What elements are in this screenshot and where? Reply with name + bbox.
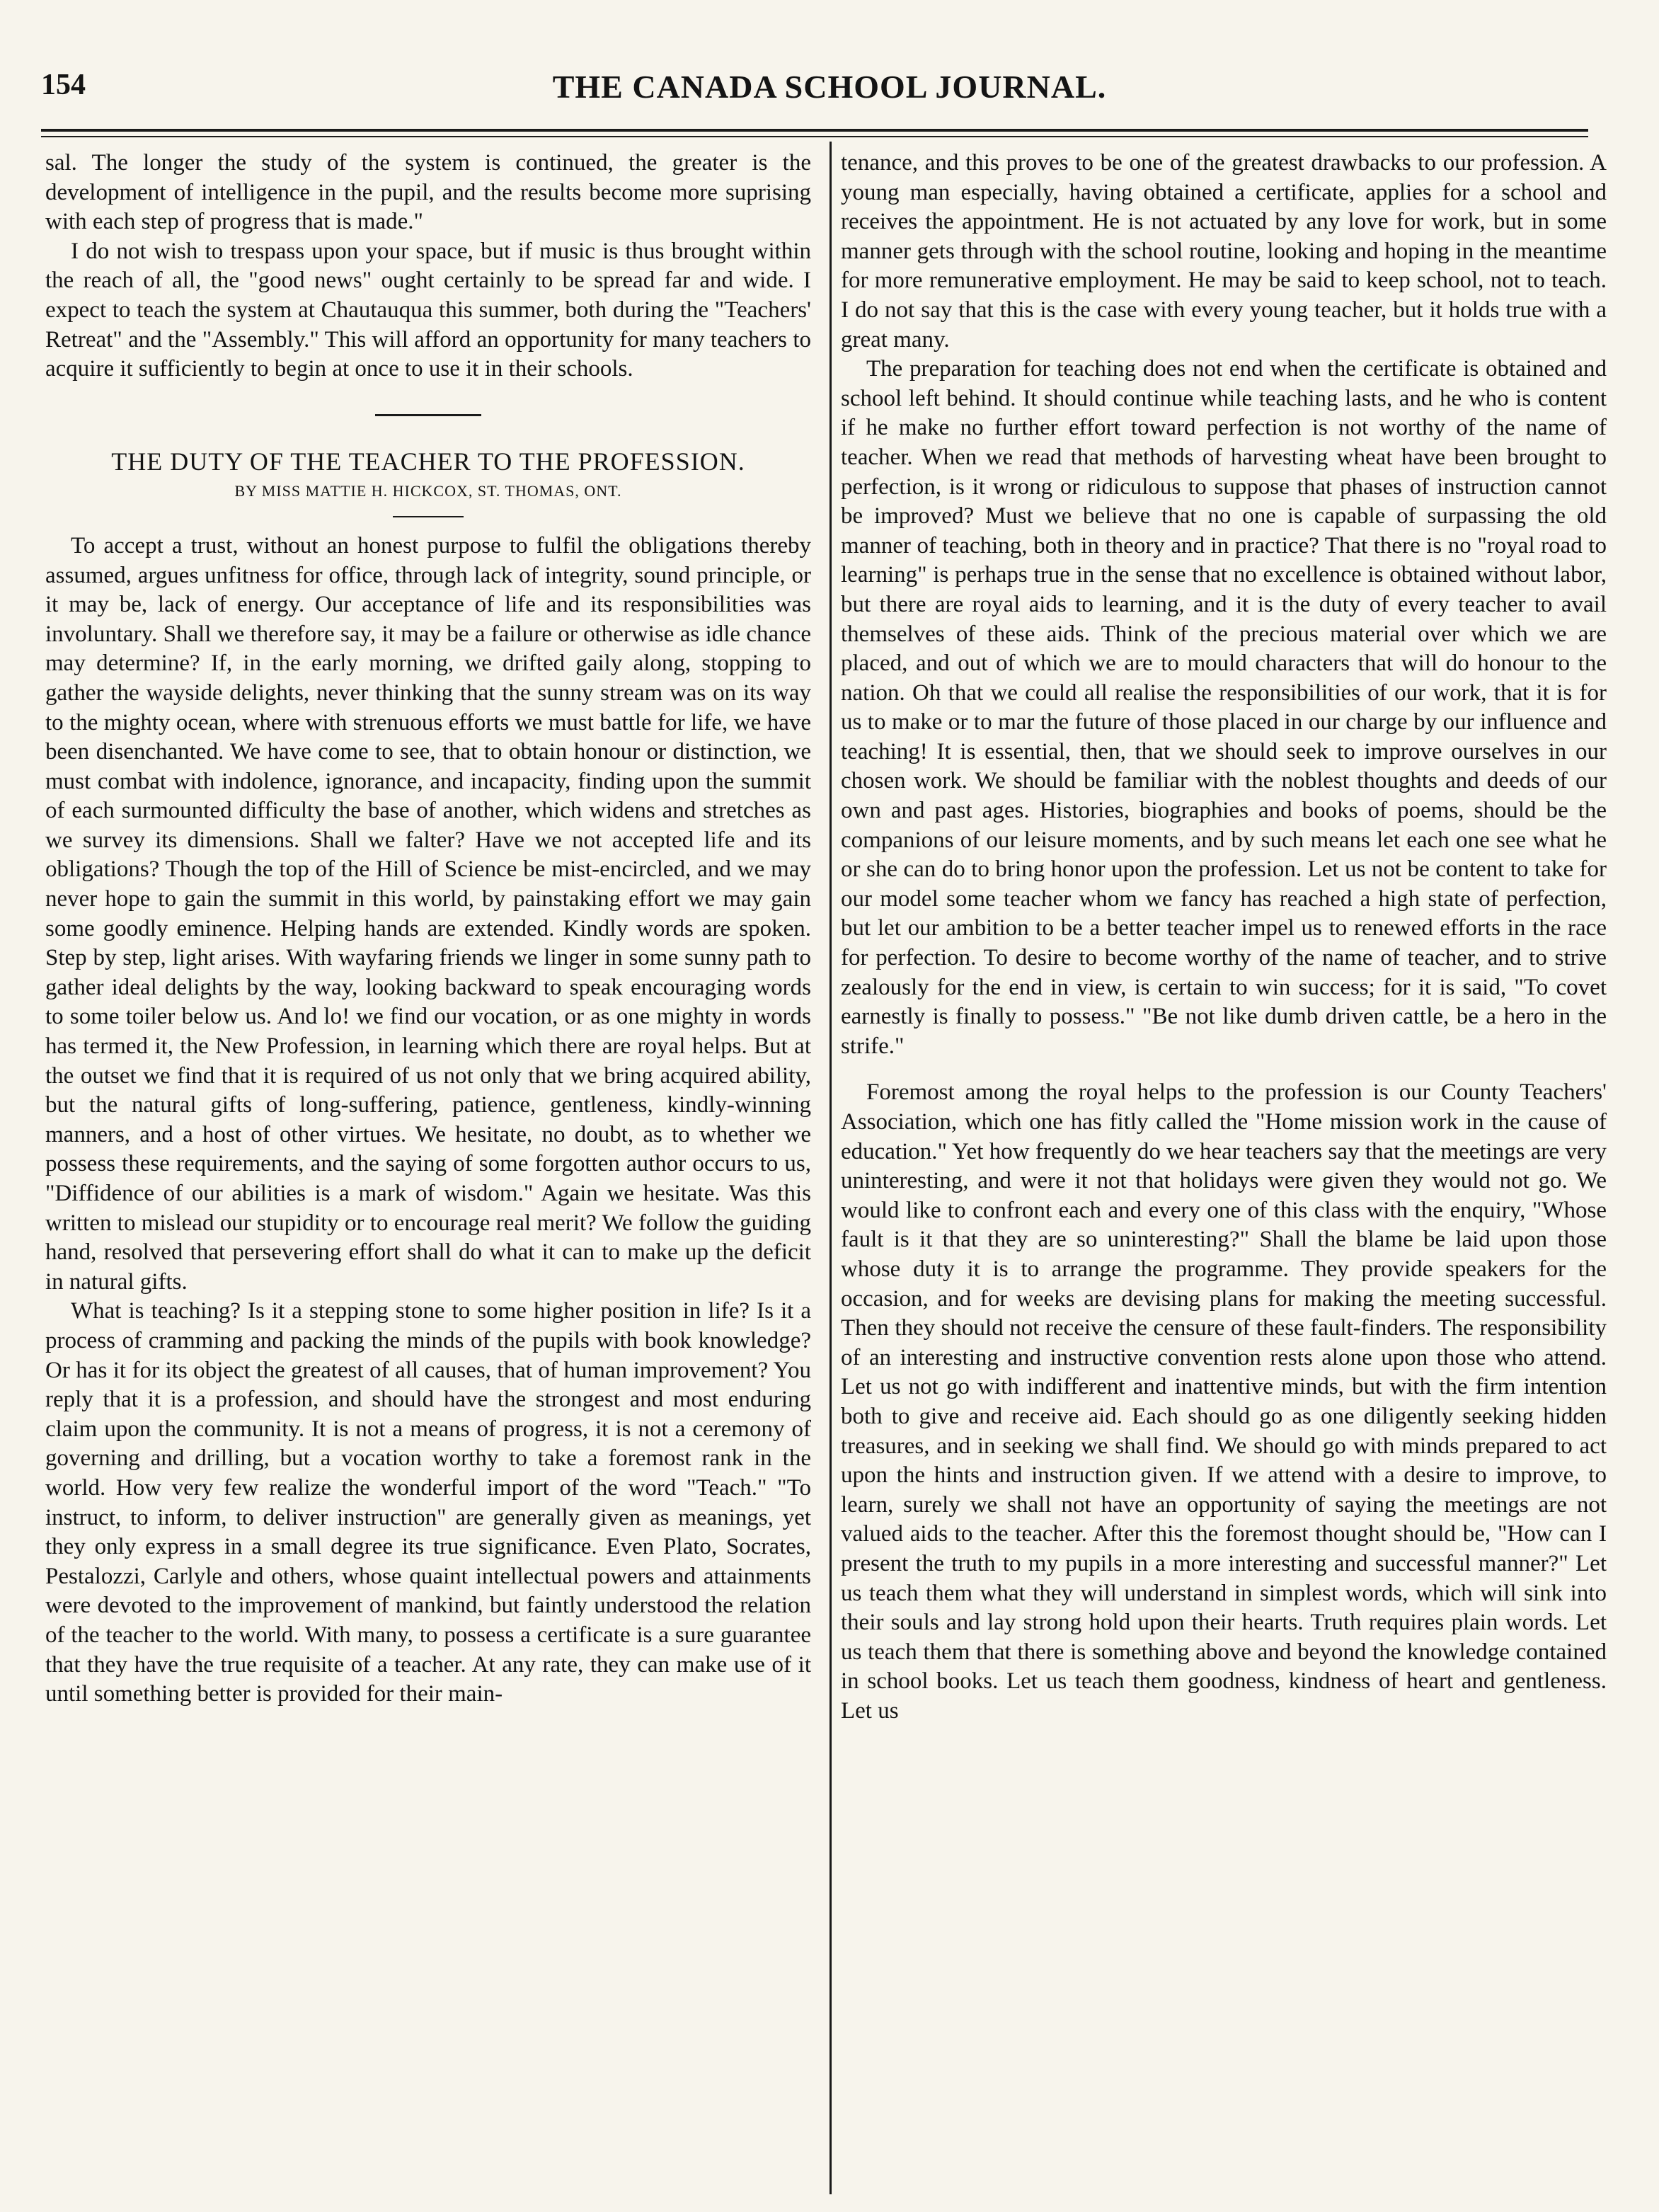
left-column xyxy=(45,149,811,1709)
journal-title: THE CANADA SCHOOL JOURNAL. xyxy=(552,69,1107,105)
section-separator xyxy=(375,414,481,416)
article-paragraph: What is teaching? Is it a stepping stone to some higher position in life? Is it a process of cramming and packing the minds of the pupils with book knowledge? Or has it for its object the greatest of all causes, that of human improvement? You reply that it is a profession, and should have the strongest and most enduring claim upon the community. It is not a means of progress, it is not a ceremony of governing and drilling, but a vocation worthy to take a foremost rank in the world. How very few realize the wonderful import of the word "Teach." "To instruct, to inform, to deliver instruction" are generally given as meanings, yet they only express in a small degree its true significance. Even Plato, Socrates, Pestalozzi, Carlyle and others, whose quaint intellectual powers and attainments were devoted to the improvement of mankind, but faintly understood the relation of the teacher to the world. With many, to possess a certificate is a sure guarantee that they have the true requisite of a teacher. At any rate, they can make use of it until something better is provided for their main- xyxy=(45,1298,811,1707)
continued-paragraph: sal. The longer the study of the system is continued, the greater is the development of intelligence in the pupil, and the results become more suprising with each step of progress that is made." xyxy=(45,150,811,235)
article-paragraph: Foremost among the royal helps to the profession is our County Teachers' Association, which one has fitly called the "Home mission work in the cause of education." Yet how frequently do we hear teachers say that the meetings are very uninteresting, and were it not that holidays were given they would not go. We would like to confront each and every one of this class with the enquiry, "Whose fault is it that they are so uninteresting?" Shall the blame be laid upon those whose duty it is to arrange the programme. They provide speakers for the occasion, and for weeks are devising plans for making the meeting successful. Then they should not receive the censure of these fault-finders. The responsibility of an interesting and instructive convention rests alone upon those who attend. Let us not go with indifferent and inattentive minds, but with the firm intention both to give and receive aid. Each should go as one diligently seeking hidden treasures, and in seeking we shall find. We should go with minds prepared to act upon the hints and instruction given. If we attend with a desire to improve, to learn, surely we shall not have an opportunity of saying the meetings are not valued aids to the teacher. After this the foremost thought should be, "How can I present the truth to my pupils in a more interesting and successful manner?" Let us teach them what they will understand in simplest words, which will sink into their souls and lay strong hold upon their hearts. Truth requires plain words. Let us teach them that there is something above and beyond the knowledge contained in school books. Let us teach them goodness, kindness of heart and gentleness. Let us xyxy=(841,1079,1607,1724)
header-rule xyxy=(41,129,1588,132)
article-paragraph: The preparation for teaching does not end when the certificate is obtained and school left behind. It should continue while teaching lasts, and he who is content if he make no further effort toward perfection is not worthy of the name of teacher. When we read that methods of harvesting wheat have been brought to perfection, is it wrong or ridiculous to suppose that phases of instruction cannot be improved? Must we believe that no one is capable of surpassing the old manner of teaching, both in theory and in practice? That there is no "royal road to learning" is perhaps true in the sense that no excellence is obtained without labor, but there are royal aids to learning, and it is the duty of every teacher to avail themselves of these aids. Think of the precious material over which we are placed, and out of which we are to mould characters that will do honour to the nation. Oh that we could all realise the responsibilities of our work, that it is for us to make or to mar the future of those placed in our charge by our influence and teaching! It is essential, then, that we should seek to improve ourselves in our chosen work. We should be familiar with the noblest thoughts and deeds of our own and past ages. Histories, biographies and books of poems, should be the companions of our leisure moments, and by such means let each one see what he or she can do to bring honor upon the profession. Let us not be content to take for our model some teacher whom we fancy has reached a high state of perfection, but let our ambition to be a better teacher impel us to renewed efforts in the race for perfection. To desire to become worthy of the name of teacher, and to strive zealously for the end in view, is certain to win success; for it is said, "To covet earnestly is finally to possess." "Be not like dumb driven cattle, be a hero in the strife." xyxy=(841,356,1607,1059)
letter-paragraph: I do not wish to trespass upon your space, but if music is thus brought within the reach of all, the "good news" ought certainly to be spread far and wide. I expect to teach the system at Chautauqua this summer, both during the "Teachers' Retreat" and the "Assembly." This will afford an opportunity for many teachers to acquire it sufficiently to begin at once to use it in their schools. xyxy=(45,238,811,382)
article-title: THE DUTY OF THE TEACHER TO THE PROFESSION. xyxy=(111,447,745,476)
right-column xyxy=(841,149,1607,1726)
article-byline: BY MISS MATTIE H. HICKCOX, ST. THOMAS, ONT. xyxy=(234,482,622,500)
paragraph-gap xyxy=(841,1061,1607,1078)
article-paragraph: tenance, and this proves to be one of the greatest drawbacks to our profession. A young man especially, having obtained a certificate, applies for a school and receives the appointment. He is not actuated by any love for work, but in some manner gets through with the school routine, looking and hoping in the meantime for more remunerative employment. He may be said to keep school, not to teach. I do not say that this is the case with every young teacher, but it holds true with a great many. xyxy=(841,150,1607,353)
byline-rule xyxy=(393,516,464,517)
article-paragraph: To accept a trust, without an honest purpose to fulfil the obligations thereby assumed, argues unfitness for office, through lack of integrity, sound principle, or it may be, lack of energy. Our acceptance of life and its responsibilities was involuntary. Shall we therefore say, it may be a failure or otherwise as idle chance may determine? If, in the early morning, we drifted gaily along, stopping to gather the wayside delights, never thinking that the sunny stream was on its way to the mighty ocean, where with strenuous efforts we must battle for life, we have been disenchanted. We have come to see, that to obtain honour or distinction, we must combat with indolence, ignorance, and incapacity, finding upon the summit of each surmounted difficulty the base of another, which widens and stretches as we survey its dimensions. Shall we falter? Have we not accepted life and its obligations? Though the top of the Hill of Science be mist-encircled, and we may never hope to gain the summit in this world, by painstaking effort we may gain some goodly eminence. Helping hands are extended. Kindly words are spoken. Step by step, light arises. With wayfaring friends we linger in some sunny path to gather ideal delights by the way, looking backward to speak encouraging words to some toiler below us. And lo! we find our vocation, or as one mighty in words has termed it, the New Profession, in learning which there are royal helps. But at the outset we find that it is required of us not only that we bring acquired ability, but the natural gifts of long-suffering, patience, gentleness, kindly-winning manners, and a host of other virtues. We hesitate, no doubt, as to whether we possess these requirements, and the saying of some forgotten author occurs to us, "Diffidence of our abilities is a mark of wisdom." Again we hesitate. Was this written to mislead our stupidity or to encourage real merit? We follow the guiding hand, resolved that persevering effort shall do what it can to make up the deficit in natural gifts. xyxy=(45,532,811,1295)
header-rule-thin xyxy=(41,136,1588,137)
page-number: 154 xyxy=(41,69,86,101)
column-divider xyxy=(830,142,832,2194)
